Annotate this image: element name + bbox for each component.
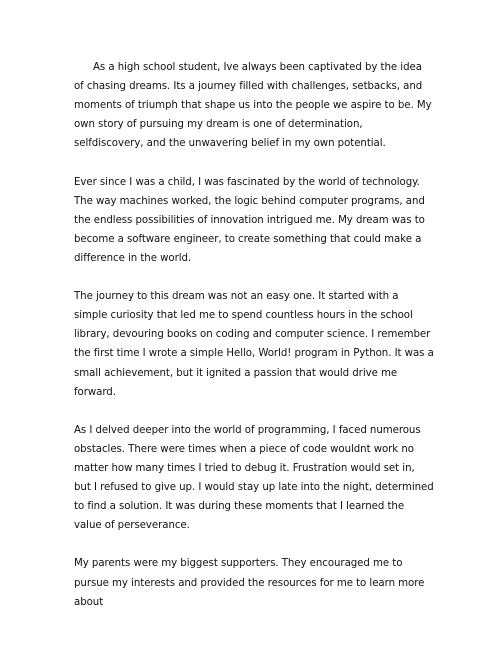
paragraph-5: My parents were my biggest supporters. They encouraged me to pursue my interests and provided the resources for me to learn more about bbox=[74, 558, 425, 608]
paragraph-4: As I delved deeper into the world of programming, I faced numerous obstacles. There were times when a piece of code wouldnt work no matter how many times I tried to debug it. Frustration would set in, but I refused to give up. I would stay up late into the night, determined to find a solution. It was during these moments that I learned the value of perseverance. bbox=[74, 424, 434, 532]
essay-body bbox=[74, 58, 434, 631]
paragraph-3: The journey to this dream was not an easy one. It started with a simple curiosity that led me to spend countless hours in the school library, devouring books on coding and computer science. I remember the first time I wrote a simple Hello, World! program in Python. It was a small achievement, but it ignited a passion that would drive me forward. bbox=[74, 291, 434, 398]
paragraph-2: Ever since I was a child, I was fascinated by the world of technology. The way machines worked, the logic behind computer programs, and the endless possibilities of innovation intrigued me. My dream was to become a software engineer, to create something that could make a difference in the world. bbox=[74, 176, 425, 264]
paragraph-1: As a high school student, Ive always been captivated by the idea of chasing dreams. Its a journey filled with challenges, setbacks, and moments of triumph that shape us into the people we aspire to be. My own story of pursuing my dream is one of determination, selfdiscovery, and the unwavering belief in my own potential. bbox=[74, 62, 432, 150]
